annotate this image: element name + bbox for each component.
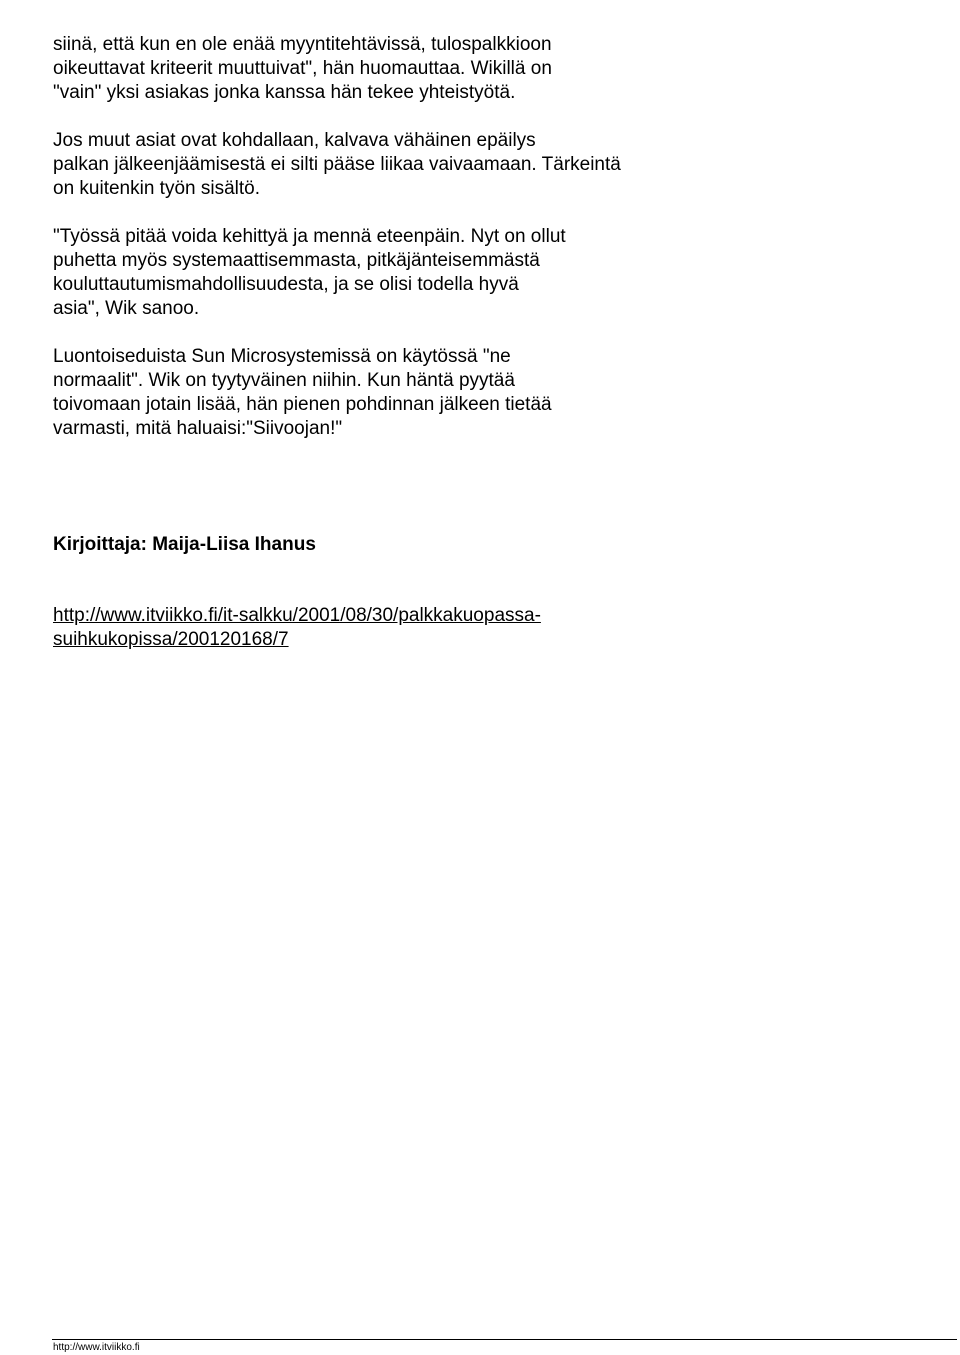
paragraph-line: toivomaan jotain lisää, hän pienen pohdinnan jälkeen tietää	[53, 394, 552, 415]
paragraph-line: asia", Wik sanoo.	[53, 298, 200, 319]
paragraph-2	[53, 129, 713, 201]
author-byline: Kirjoittaja: Maija-Liisa Ihanus	[53, 534, 316, 555]
footer-url: http://www.itviikko.fi	[53, 1342, 140, 1353]
paragraph-line: kouluttautumismahdollisuudesta, ja se olisi todella hyvä	[53, 274, 519, 295]
paragraph-4	[53, 345, 713, 441]
paragraph-line: oikeuttavat kriteerit muuttuivat", hän huomauttaa. Wikillä on	[53, 58, 552, 79]
paragraph-line: palkan jälkeenjäämisestä ei silti pääse liikaa vaivaamaan. Tärkeintä	[53, 154, 621, 175]
paragraph-line: puhetta myös systemaattisemmasta, pitkäjänteisemmästä	[53, 250, 540, 271]
paragraph-line: normaalit". Wik on tyytyväinen niihin. Kun häntä pyytää	[53, 370, 515, 391]
paragraph-line: "vain" yksi asiakas jonka kanssa hän tekee yhteistyötä.	[53, 82, 516, 103]
paragraph-3	[53, 225, 713, 321]
source-url-line: suihkukopissa/200120168/7	[53, 629, 289, 650]
footer-divider	[52, 1339, 957, 1340]
paragraph-line: "Työssä pitää voida kehittyä ja mennä eteenpäin. Nyt on ollut	[53, 226, 566, 247]
paragraph-line: siinä, että kun en ole enää myyntitehtävissä, tulospalkkioon	[53, 34, 552, 55]
paragraph-1	[53, 33, 713, 105]
source-url-link[interactable]	[53, 604, 541, 652]
paragraph-line: Luontoiseduista Sun Microsystemissä on käytössä "ne	[53, 346, 511, 367]
source-url-line: http://www.itviikko.fi/it-salkku/2001/08/30/palkkakuopassa-	[53, 605, 541, 626]
paragraph-line: Jos muut asiat ovat kohdallaan, kalvava vähäinen epäilys	[53, 130, 536, 151]
paragraph-line: varmasti, mitä haluaisi:"Siivoojan!"	[53, 418, 343, 439]
paragraph-line: on kuitenkin työn sisältö.	[53, 178, 261, 199]
article-body	[53, 33, 713, 441]
